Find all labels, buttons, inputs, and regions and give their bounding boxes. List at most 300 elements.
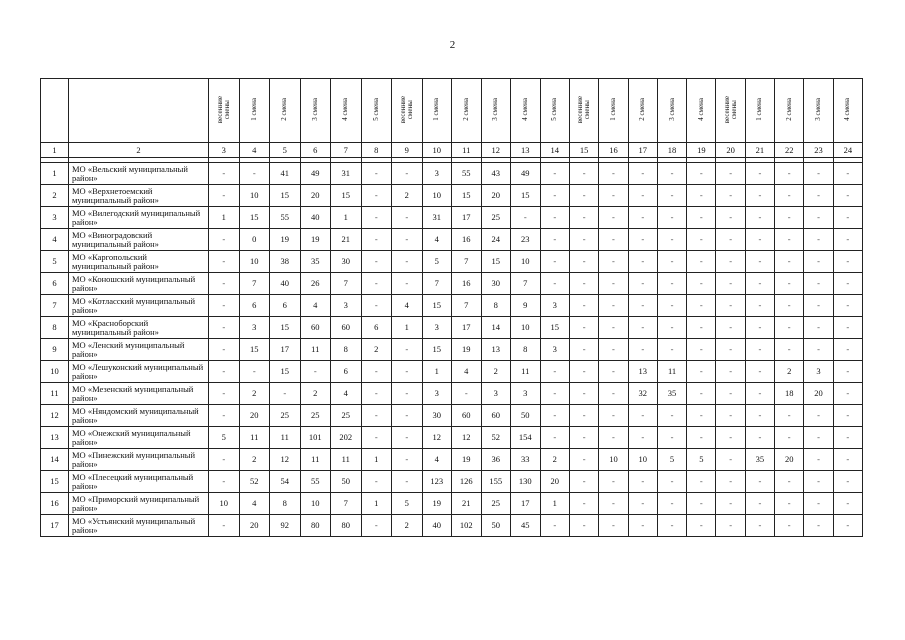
value-cell: - (687, 383, 716, 405)
value-cell: - (657, 185, 686, 207)
header-label: 1 смена (755, 98, 764, 121)
value-cell: 17 (452, 207, 482, 229)
value-cell: - (687, 493, 716, 515)
value-cell: 8 (481, 295, 511, 317)
value-cell: - (628, 339, 657, 361)
value-cell: - (239, 361, 270, 383)
value-cell: 24 (481, 229, 511, 251)
value-cell: 80 (331, 515, 362, 537)
value-cell: - (392, 471, 423, 493)
value-cell: - (628, 251, 657, 273)
row-number: 1 (41, 163, 69, 185)
value-cell: - (361, 185, 392, 207)
value-cell: - (570, 229, 599, 251)
value-cell: 20 (540, 471, 570, 493)
table-row (41, 163, 863, 185)
column-number-cell: 15 (570, 143, 599, 158)
value-cell: - (716, 229, 745, 251)
value-cell: 10 (239, 185, 270, 207)
value-cell: 2 (540, 449, 570, 471)
value-cell: - (833, 229, 862, 251)
column-number-cell: 18 (657, 143, 686, 158)
value-cell: 11 (300, 449, 331, 471)
value-cell: - (209, 251, 240, 273)
value-cell: 4 (452, 361, 482, 383)
value-cell: - (833, 317, 862, 339)
value-cell: - (716, 317, 745, 339)
value-cell: - (209, 229, 240, 251)
header-cell (657, 79, 686, 143)
value-cell: - (775, 207, 804, 229)
value-cell: - (657, 317, 686, 339)
value-cell: - (239, 163, 270, 185)
value-cell: - (570, 317, 599, 339)
value-cell: - (775, 317, 804, 339)
row-number: 8 (41, 317, 69, 339)
district-name: МО «Мезенский муниципальный район» (69, 383, 209, 405)
value-cell: 50 (331, 471, 362, 493)
value-cell: 15 (239, 339, 270, 361)
table-row (41, 361, 863, 383)
value-cell: - (833, 361, 862, 383)
value-cell: - (392, 273, 423, 295)
district-name: МО «Каргопольский муниципальный район» (69, 251, 209, 273)
value-cell: - (361, 229, 392, 251)
value-cell: - (745, 339, 774, 361)
value-cell: 11 (300, 339, 331, 361)
district-name: МО «Пинежский муниципальный район» (69, 449, 209, 471)
value-cell: 3 (540, 295, 570, 317)
value-cell: 92 (270, 515, 301, 537)
header-label: 3 смена (310, 98, 319, 121)
value-cell: 2 (239, 449, 270, 471)
value-cell: - (657, 273, 686, 295)
value-cell: - (804, 251, 833, 273)
table-row (41, 295, 863, 317)
value-cell: 6 (270, 295, 301, 317)
value-cell: - (209, 295, 240, 317)
column-number-cell: 1 (41, 143, 69, 158)
value-cell: - (687, 339, 716, 361)
value-cell: 16 (452, 273, 482, 295)
value-cell: 2 (481, 361, 511, 383)
value-cell: - (745, 405, 774, 427)
value-cell: - (599, 229, 628, 251)
header-label: 2 смена (638, 98, 647, 121)
value-cell: 13 (628, 361, 657, 383)
value-cell: 155 (481, 471, 511, 493)
value-cell: 10 (511, 251, 541, 273)
column-number-row (41, 143, 863, 158)
value-cell: - (775, 163, 804, 185)
value-cell: - (209, 449, 240, 471)
header-label: 2 смена (784, 98, 793, 121)
district-name: МО «Виноградовский муниципальный район» (69, 229, 209, 251)
value-cell: 19 (452, 449, 482, 471)
header-label: весенние смены (398, 95, 414, 124)
district-name: МО «Вельский муниципальный район» (69, 163, 209, 185)
value-cell: - (628, 317, 657, 339)
value-cell: 1 (422, 361, 452, 383)
value-cell: 20 (239, 405, 270, 427)
value-cell: - (209, 471, 240, 493)
value-cell: - (804, 207, 833, 229)
row-number: 16 (41, 493, 69, 515)
value-cell: - (775, 339, 804, 361)
value-cell: - (657, 427, 686, 449)
value-cell: - (804, 405, 833, 427)
header-label: весенние смены (722, 95, 738, 124)
value-cell: 2 (300, 383, 331, 405)
row-number: 2 (41, 185, 69, 207)
district-name: МО «Лешуконский муниципальный район» (69, 361, 209, 383)
value-cell: - (570, 251, 599, 273)
value-cell: 55 (270, 207, 301, 229)
value-cell: 21 (452, 493, 482, 515)
value-cell: - (745, 493, 774, 515)
value-cell: - (599, 163, 628, 185)
table-row (41, 471, 863, 493)
value-cell: 15 (270, 361, 301, 383)
header-cell (540, 79, 570, 143)
table-row (41, 383, 863, 405)
value-cell: 8 (511, 339, 541, 361)
district-name: МО «Ленский муниципальный район» (69, 339, 209, 361)
header-cell (481, 79, 511, 143)
value-cell: - (833, 185, 862, 207)
value-cell: - (599, 251, 628, 273)
value-cell: 3 (331, 295, 362, 317)
row-number: 5 (41, 251, 69, 273)
table-row (41, 339, 863, 361)
header-cell-num (41, 79, 69, 143)
value-cell: - (716, 251, 745, 273)
value-cell: 7 (331, 273, 362, 295)
value-cell: - (833, 493, 862, 515)
header-label: 2 смена (280, 98, 289, 121)
district-name: МО «Устьянский муниципальный район» (69, 515, 209, 537)
value-cell: - (716, 449, 745, 471)
value-cell: 2 (239, 383, 270, 405)
value-cell: 26 (300, 273, 331, 295)
value-cell: 36 (481, 449, 511, 471)
value-cell: 2 (392, 515, 423, 537)
value-cell: - (716, 185, 745, 207)
value-cell: - (628, 229, 657, 251)
column-number-cell: 19 (687, 143, 716, 158)
value-cell: 40 (270, 273, 301, 295)
header-label: 1 смена (432, 98, 441, 121)
value-cell: 60 (300, 317, 331, 339)
value-cell: 20 (804, 383, 833, 405)
value-cell: - (804, 471, 833, 493)
value-cell: - (599, 405, 628, 427)
value-cell: - (570, 383, 599, 405)
column-number-cell: 24 (833, 143, 862, 158)
value-cell: 52 (481, 427, 511, 449)
value-cell: 19 (452, 339, 482, 361)
value-cell: 6 (361, 317, 392, 339)
value-cell: 3 (422, 383, 452, 405)
value-cell: - (716, 515, 745, 537)
value-cell: - (687, 361, 716, 383)
header-cell (239, 79, 270, 143)
value-cell: - (804, 339, 833, 361)
value-cell: - (570, 493, 599, 515)
table-row (41, 251, 863, 273)
header-cell (331, 79, 362, 143)
value-cell: - (716, 163, 745, 185)
table-row (41, 493, 863, 515)
row-number: 12 (41, 405, 69, 427)
column-number-cell: 14 (540, 143, 570, 158)
value-cell: 15 (540, 317, 570, 339)
value-cell: - (628, 471, 657, 493)
header-label: 4 смена (341, 98, 350, 121)
value-cell: 8 (270, 493, 301, 515)
value-cell: 31 (422, 207, 452, 229)
value-cell: 5 (657, 449, 686, 471)
header-label: 3 смена (491, 98, 500, 121)
row-number: 7 (41, 295, 69, 317)
value-cell: - (716, 383, 745, 405)
row-number: 13 (41, 427, 69, 449)
value-cell: 17 (511, 493, 541, 515)
value-cell: 41 (270, 163, 301, 185)
value-cell: 60 (331, 317, 362, 339)
value-cell: 13 (481, 339, 511, 361)
value-cell: 40 (422, 515, 452, 537)
value-cell: - (775, 427, 804, 449)
value-cell: - (540, 273, 570, 295)
value-cell: - (361, 163, 392, 185)
value-cell: - (745, 185, 774, 207)
header-cell (422, 79, 452, 143)
value-cell: - (361, 383, 392, 405)
header-label: 1 смена (608, 98, 617, 121)
value-cell: 6 (331, 361, 362, 383)
value-cell: - (775, 273, 804, 295)
value-cell: 3 (422, 317, 452, 339)
column-number-cell: 5 (270, 143, 301, 158)
column-number-cell: 22 (775, 143, 804, 158)
value-cell: - (570, 405, 599, 427)
value-cell: - (745, 515, 774, 537)
value-cell: - (570, 449, 599, 471)
value-cell: - (540, 405, 570, 427)
value-cell: - (804, 493, 833, 515)
value-cell: - (833, 471, 862, 493)
value-cell: - (361, 405, 392, 427)
value-cell: - (599, 317, 628, 339)
table-row (41, 207, 863, 229)
value-cell: - (628, 515, 657, 537)
value-cell: - (392, 207, 423, 229)
district-name: МО «Котласский муниципальный район» (69, 295, 209, 317)
value-cell: 80 (300, 515, 331, 537)
value-cell: 15 (331, 185, 362, 207)
value-cell: 20 (239, 515, 270, 537)
value-cell: - (687, 251, 716, 273)
header-cell (687, 79, 716, 143)
value-cell: 1 (331, 207, 362, 229)
value-cell: 1 (361, 449, 392, 471)
value-cell: - (657, 493, 686, 515)
district-name: МО «Няндомский муниципальный район» (69, 405, 209, 427)
row-number: 4 (41, 229, 69, 251)
value-cell: 0 (239, 229, 270, 251)
value-cell: 15 (422, 339, 452, 361)
value-cell: - (833, 449, 862, 471)
value-cell: - (392, 449, 423, 471)
value-cell: 19 (422, 493, 452, 515)
value-cell: - (540, 361, 570, 383)
table-row (41, 317, 863, 339)
header-label: 5 смена (371, 98, 380, 121)
value-cell: - (775, 471, 804, 493)
value-cell: 52 (239, 471, 270, 493)
value-cell: 2 (775, 361, 804, 383)
value-cell: 1 (540, 493, 570, 515)
header-cell (361, 79, 392, 143)
value-cell: 11 (657, 361, 686, 383)
value-cell: 11 (331, 449, 362, 471)
header-cell (745, 79, 774, 143)
value-cell: - (804, 163, 833, 185)
value-cell: 3 (422, 163, 452, 185)
value-cell: - (687, 317, 716, 339)
value-cell: - (599, 493, 628, 515)
value-cell: 102 (452, 515, 482, 537)
value-cell: 7 (452, 295, 482, 317)
value-cell: - (392, 251, 423, 273)
value-cell: 126 (452, 471, 482, 493)
value-cell: - (804, 449, 833, 471)
value-cell: 15 (270, 185, 301, 207)
value-cell: - (716, 405, 745, 427)
value-cell: - (687, 185, 716, 207)
value-cell: - (745, 207, 774, 229)
header-cell (452, 79, 482, 143)
value-cell: 7 (422, 273, 452, 295)
value-cell: - (833, 383, 862, 405)
value-cell: - (833, 515, 862, 537)
table-row (41, 427, 863, 449)
value-cell: - (599, 383, 628, 405)
value-cell: 55 (300, 471, 331, 493)
value-cell: 31 (331, 163, 362, 185)
value-cell: 15 (422, 295, 452, 317)
value-cell: - (570, 295, 599, 317)
header-label: 2 смена (461, 98, 470, 121)
value-cell: 30 (422, 405, 452, 427)
value-cell: - (657, 339, 686, 361)
value-cell: 9 (511, 295, 541, 317)
value-cell: - (775, 493, 804, 515)
value-cell: 101 (300, 427, 331, 449)
value-cell: 55 (452, 163, 482, 185)
value-cell: - (687, 229, 716, 251)
column-number-cell: 7 (331, 143, 362, 158)
value-cell: - (687, 273, 716, 295)
column-number-cell: 11 (452, 143, 482, 158)
header-cell (300, 79, 331, 143)
value-cell: 7 (239, 273, 270, 295)
value-cell: - (570, 515, 599, 537)
value-cell: - (628, 493, 657, 515)
value-cell: - (804, 185, 833, 207)
header-cell (570, 79, 599, 143)
value-cell: 8 (331, 339, 362, 361)
value-cell: 45 (511, 515, 541, 537)
value-cell: 5 (392, 493, 423, 515)
value-cell: - (687, 427, 716, 449)
value-cell: - (833, 273, 862, 295)
value-cell: 3 (511, 383, 541, 405)
column-number-cell: 21 (745, 143, 774, 158)
value-cell: - (775, 405, 804, 427)
value-cell: 25 (300, 405, 331, 427)
table-row (41, 405, 863, 427)
value-cell: - (599, 471, 628, 493)
value-cell: 15 (511, 185, 541, 207)
value-cell: 3 (804, 361, 833, 383)
value-cell: - (775, 229, 804, 251)
value-cell: 10 (599, 449, 628, 471)
value-cell: - (540, 207, 570, 229)
district-name: МО «Коношский муниципальный район» (69, 273, 209, 295)
value-cell: - (392, 361, 423, 383)
table-row (41, 515, 863, 537)
header-label: 4 смена (843, 98, 852, 121)
value-cell: - (657, 405, 686, 427)
value-cell: 25 (481, 493, 511, 515)
value-cell: - (599, 515, 628, 537)
value-cell: - (392, 427, 423, 449)
column-number-cell: 4 (239, 143, 270, 158)
value-cell: 17 (452, 317, 482, 339)
value-cell: 15 (452, 185, 482, 207)
value-cell: - (687, 405, 716, 427)
value-cell: - (628, 163, 657, 185)
value-cell: 50 (511, 405, 541, 427)
value-cell: 25 (481, 207, 511, 229)
value-cell: 30 (331, 251, 362, 273)
value-cell: - (209, 163, 240, 185)
value-cell: - (687, 207, 716, 229)
header-label: весенние смены (576, 95, 592, 124)
value-cell: - (687, 295, 716, 317)
value-cell: 7 (452, 251, 482, 273)
value-cell: - (833, 339, 862, 361)
row-number: 14 (41, 449, 69, 471)
value-cell: - (657, 207, 686, 229)
value-cell: - (570, 339, 599, 361)
value-cell: - (209, 515, 240, 537)
value-cell: - (361, 273, 392, 295)
column-number-cell: 16 (599, 143, 628, 158)
value-cell: 12 (270, 449, 301, 471)
value-cell: - (833, 405, 862, 427)
column-number-cell: 13 (511, 143, 541, 158)
value-cell: 4 (422, 229, 452, 251)
header-cell (628, 79, 657, 143)
district-name: МО «Верхнетоемский муниципальный район» (69, 185, 209, 207)
value-cell: 7 (511, 273, 541, 295)
column-number-cell: 17 (628, 143, 657, 158)
value-cell: - (745, 273, 774, 295)
value-cell: - (540, 229, 570, 251)
